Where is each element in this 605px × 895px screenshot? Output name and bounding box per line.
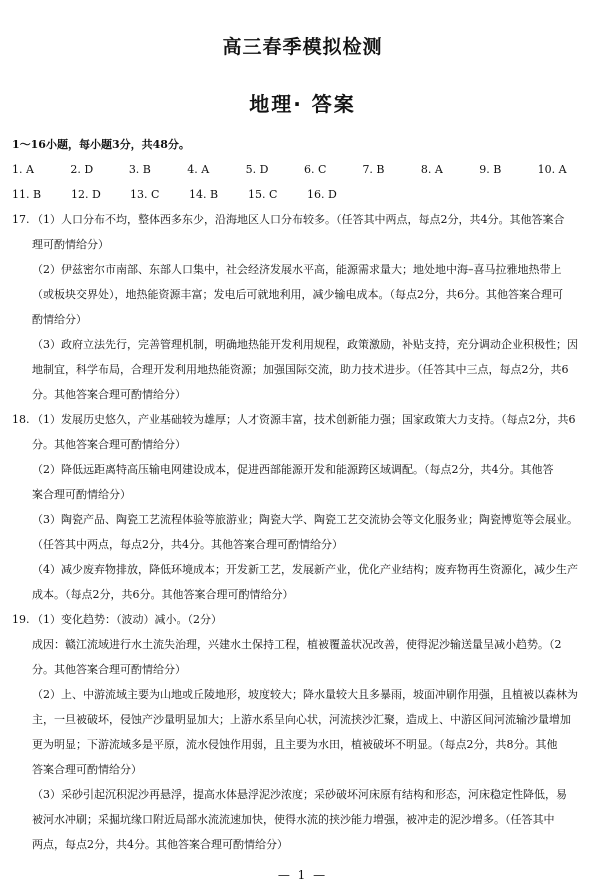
answer-line [12,407,596,432]
subject-title: 地理· 答案 [249,92,356,116]
mc-answer: 6. C [304,163,327,176]
answer-line [12,457,596,482]
question-number: 18. [12,413,30,426]
mc-answer: 7. B [362,163,385,176]
mc-answer: 9. B [479,163,502,176]
answer-text: （1）人口分布不均，整体西多东少，沿海地区人口分布较多。（任答其中两点，每点2分，共4分。其他答案合 [32,213,565,226]
mc-answer: 1. A [12,163,34,176]
answer-line [12,582,596,607]
answer-text: （2）伊兹密尔市南部、东部人口集中，社会经济发展水平高，能源需求量大；地处地中海–喜马拉雅地热带上 [32,263,562,276]
answer-line [12,682,596,707]
answer-line [12,432,596,457]
answer-text: 酌情给分） [32,313,87,326]
answer-text: （2）降低远距离特高压输电网建设成本，促进西部能源开发和能源跨区域调配。（每点2分，共4分。其他答 [32,463,554,476]
answer-lines [12,207,596,857]
answer-text: （3）采砂引起沉积泥沙再悬浮，提高水体悬浮泥沙浓度；采砂破坏河床原有结构和形态，河床稳定性降低，易 [32,788,567,801]
answer-text: （3）政府立法先行，完善管理机制，明确地热能开发利用规程，政策激励，补贴支持，充分调动企业积极性；因 [32,338,578,351]
answer-text: （1）变化趋势：（波动）减小。（2分） [32,613,222,626]
mc-answer: 13. C [130,188,160,201]
answer-line [12,707,596,732]
answer-text: 被河水冲刷；采掘坑缘口附近局部水流流速加快，使得水流的挟沙能力增强，被冲走的泥沙增多。（任答其中 [32,813,555,826]
mc-answer: 12. D [71,188,101,201]
answer-text: 地制宜，科学布局，合理开发利用地热能资源；加强国际交流，助力技术进步。（任答其中三点，每点2分，共6 [32,363,569,376]
answer-text: 分。其他答案合理可酌情给分） [32,388,186,401]
answer-line [12,807,596,832]
answer-line [12,532,596,557]
mc-answer: 14. B [189,188,219,201]
answer-text: （2）上、中游流域主要为山地或丘陵地形，坡度较大；降水量较大且多暴雨，坡面冲刷作用强，且植被以森林为 [32,688,578,701]
mc-answer-row [12,157,596,182]
answer-text: （或板块交界处），地热能资源丰富；发电后可就地利用，减少输电成本。（每点2分，共6分。其他答案合理可 [32,288,563,301]
mc-answer-row [12,182,596,207]
mc-answer: 8. A [420,163,443,176]
answer-text: 成因：赣江流域进行水土流失治理，兴建水土保持工程，植被覆盖状况改善，使得泥沙输送量呈减小趋势。（2 [32,638,562,651]
page-number: — 1 — [277,868,328,882]
mc-answer: 16. D [307,188,337,201]
mc-answer: 10. A [537,163,567,176]
answer-line [12,257,596,282]
question-number: 17. [12,213,30,226]
answer-line [12,332,596,357]
answer-line [12,557,596,582]
answer-text: 分。其他答案合理可酌情给分） [32,438,186,451]
answer-text: 理可酌情给分） [32,238,109,251]
mc-answer: 5. D [245,163,269,176]
answer-line [12,382,596,407]
mc-answer: 15. C [248,188,278,201]
answer-line [12,632,596,657]
answer-line [12,507,596,532]
answer-text: 分。其他答案合理可酌情给分） [32,663,186,676]
answer-line [12,782,596,807]
answer-text: 主，一旦被破坏，侵蚀产沙量明显加大；上游水系呈向心状，河流挟沙汇聚，造成上、中游区间河流输沙量增加 [32,713,571,726]
answer-text: 成本。（每点2分，共6分。其他答案合理可酌情给分） [32,588,294,601]
answer-text: 两点，每点2分，共4分。其他答案合理可酌情给分） [32,838,288,851]
answer-text: 答案合理可酌情给分） [32,763,142,776]
answer-text: 更为明显；下游流域多是平原，流水侵蚀作用弱，且主要为水田，植被破坏不明显。（每点2分，共8分。其他 [32,738,558,751]
question-number: 19. [12,613,30,626]
answer-line [12,357,596,382]
answer-line [12,232,596,257]
page-title: 高三春季模拟检测 [222,36,383,58]
answer-line [12,657,596,682]
answer-line [12,757,596,782]
instructions: 1～16小题，每小题3分，共48分。 [12,138,190,151]
answer-line [12,282,596,307]
answer-text: 案合理可酌情给分） [32,488,131,501]
answer-text: （任答其中两点，每点2分，共4分。其他答案合理可酌情给分） [32,538,343,551]
mc-answer: 3. B [128,163,151,176]
mc-answer: 4. A [187,163,210,176]
answer-body [12,132,596,857]
answer-text: （3）陶瓷产品、陶瓷工艺流程体验等旅游业；陶瓷大学、陶瓷工艺交流协会等文化服务业；陶瓷博览等会展业。 [32,513,578,526]
answer-text: （1）发展历史悠久，产业基础较为雄厚；人才资源丰富，技术创新能力强；国家政策大力支持。（每点2分，共6 [32,413,576,426]
answer-line [12,832,596,857]
mc-answer: 11. B [12,188,42,201]
mc-answer: 2. D [70,163,94,176]
answer-line [12,482,596,507]
answer-text: （4）减少废弃物排放，降低环境成本；开发新工艺，发展新产业，优化产业结构；废弃物再生资源化，减少生产 [32,563,578,576]
answer-line [12,307,596,332]
answer-line [12,732,596,757]
answer-line [12,607,596,632]
answer-line [12,207,596,232]
